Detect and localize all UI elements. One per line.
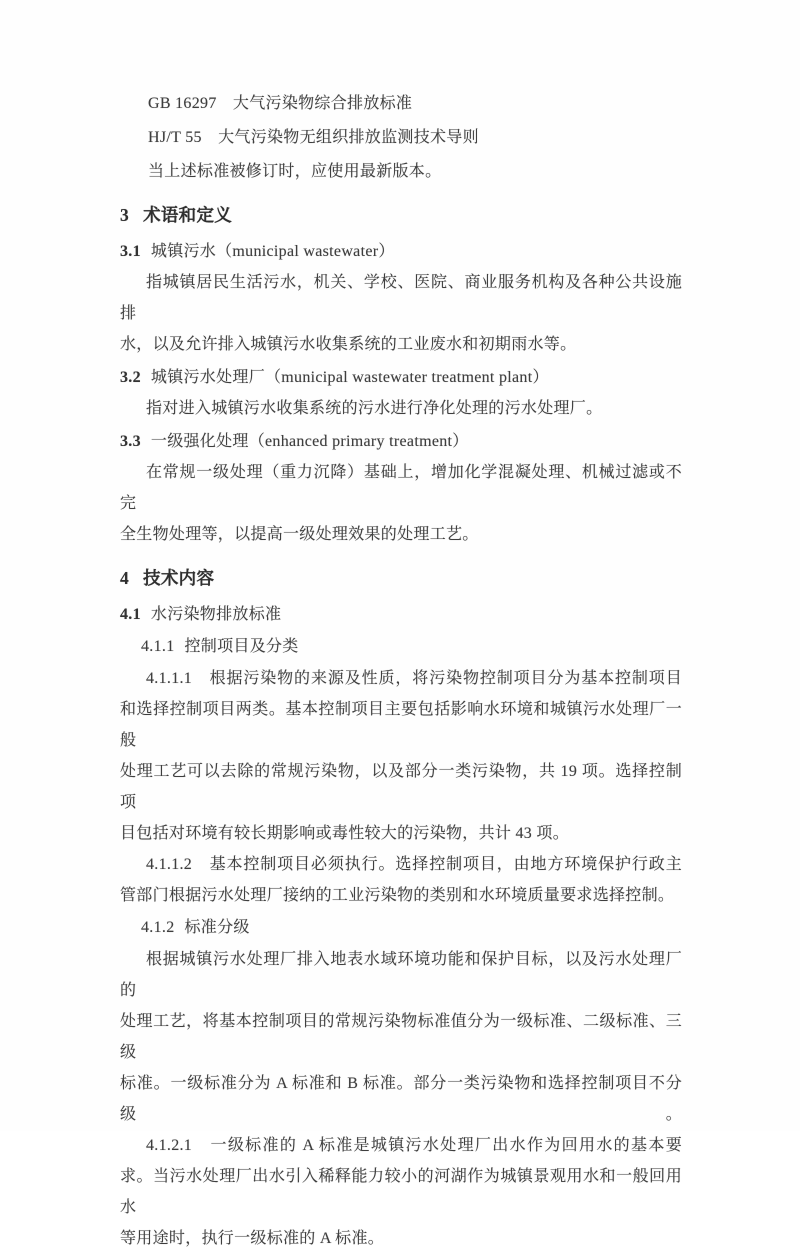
section-heading xyxy=(120,563,682,594)
clause-number: 4.1.1 xyxy=(141,638,175,655)
paragraph-line: 管部门根据污水处理厂接纳的工业污染物的类别和水环境质量要求选择控制。 xyxy=(120,887,675,904)
section-heading xyxy=(120,200,682,231)
paragraph-line: 全生物处理等，以提高一级处理效果的处理工艺。 xyxy=(120,526,479,543)
paragraph-line: 处理工艺，将基本控制项目的常规污染物标准值分为一级标准、二级标准、三级 xyxy=(120,1013,682,1061)
subclause-heading xyxy=(120,631,682,662)
reference-line: 当上述标准被修订时，应使用最新版本。 xyxy=(148,163,442,180)
paragraph-line: 和选择控制项目两类。基本控制项目主要包括影响水环境和城镇污水处理厂一般 xyxy=(120,701,682,749)
paragraph-line: 水，以及允许排入城镇污水收集系统的工业废水和初期雨水等。 xyxy=(120,336,577,353)
heading-text: 技术内容 xyxy=(143,568,215,588)
paragraph-first-line: 4.1.1.1 根据污染物的来源及性质，将污染物控制项目分为基本控制项目 xyxy=(146,670,682,687)
subclause-heading xyxy=(120,912,682,943)
paragraph-first-line: 指城镇居民生活污水，机关、学校、医院、商业服务机构及各种公共设施排 xyxy=(120,274,682,322)
heading-text: 标准分级 xyxy=(184,919,250,936)
heading-text: 一级强化处理（enhanced primary treatment） xyxy=(150,433,469,450)
document-body xyxy=(120,88,682,1254)
clause-heading xyxy=(120,362,682,393)
clause-number: 4 xyxy=(120,568,130,588)
clause-number: 4.1.2 xyxy=(141,919,175,936)
paragraph-first-line: 4.1.2.1 一级标准的 A 标准是城镇污水处理厂出水作为回用水的基本要 xyxy=(146,1137,682,1154)
reference-line: HJ/T 55 大气污染物无组织排放监测技术导则 xyxy=(148,129,479,146)
clause-number: 4.1 xyxy=(120,606,141,623)
clause-number: 3 xyxy=(120,205,130,225)
clause-heading xyxy=(120,599,682,630)
heading-text: 控制项目及分类 xyxy=(184,638,299,655)
paragraph-first-line: 在常规一级处理（重力沉降）基础上，增加化学混凝处理、机械过滤或不完 xyxy=(120,464,682,512)
paragraph-line: 标准。一级标准分为 A 标准和 B 标准。部分一类污染物和选择控制项目不分级。 xyxy=(120,1075,682,1123)
clause-number: 3.1 xyxy=(120,243,141,260)
heading-text: 术语和定义 xyxy=(143,205,233,225)
heading-text: 城镇污水（municipal wastewater） xyxy=(150,243,395,260)
paragraph-first-line: 指对进入城镇污水收集系统的污水进行净化处理的污水处理厂。 xyxy=(146,400,603,417)
clause-heading xyxy=(120,236,682,267)
paragraph-line: 处理工艺可以去除的常规污染物，以及部分一类污染物，共 19 项。选择控制项 xyxy=(120,763,682,811)
reference-line: GB 16297 大气污染物综合排放标准 xyxy=(148,95,413,112)
paragraph-first-line: 根据城镇污水处理厂排入地表水域环境功能和保护目标，以及污水处理厂的 xyxy=(120,951,682,999)
heading-text: 水污染物排放标准 xyxy=(150,606,282,623)
paragraph-line: 等用途时，执行一级标准的 A 标准。 xyxy=(120,1230,385,1247)
paragraph-first-line: 4.1.1.2 基本控制项目必须执行。选择控制项目，由地方环境保护行政主 xyxy=(146,856,682,873)
clause-heading xyxy=(120,426,682,457)
clause-number: 3.2 xyxy=(120,369,141,386)
heading-text: 城镇污水处理厂（municipal wastewater treatment plant） xyxy=(150,369,549,386)
paragraph-line: 求。当污水处理厂出水引入稀释能力较小的河湖作为城镇景观用水和一般回用水 xyxy=(120,1168,682,1216)
paragraph-line: 目包括对环境有较长期影响或毒性较大的污染物，共计 43 项。 xyxy=(120,825,570,842)
clause-number: 3.3 xyxy=(120,433,141,450)
